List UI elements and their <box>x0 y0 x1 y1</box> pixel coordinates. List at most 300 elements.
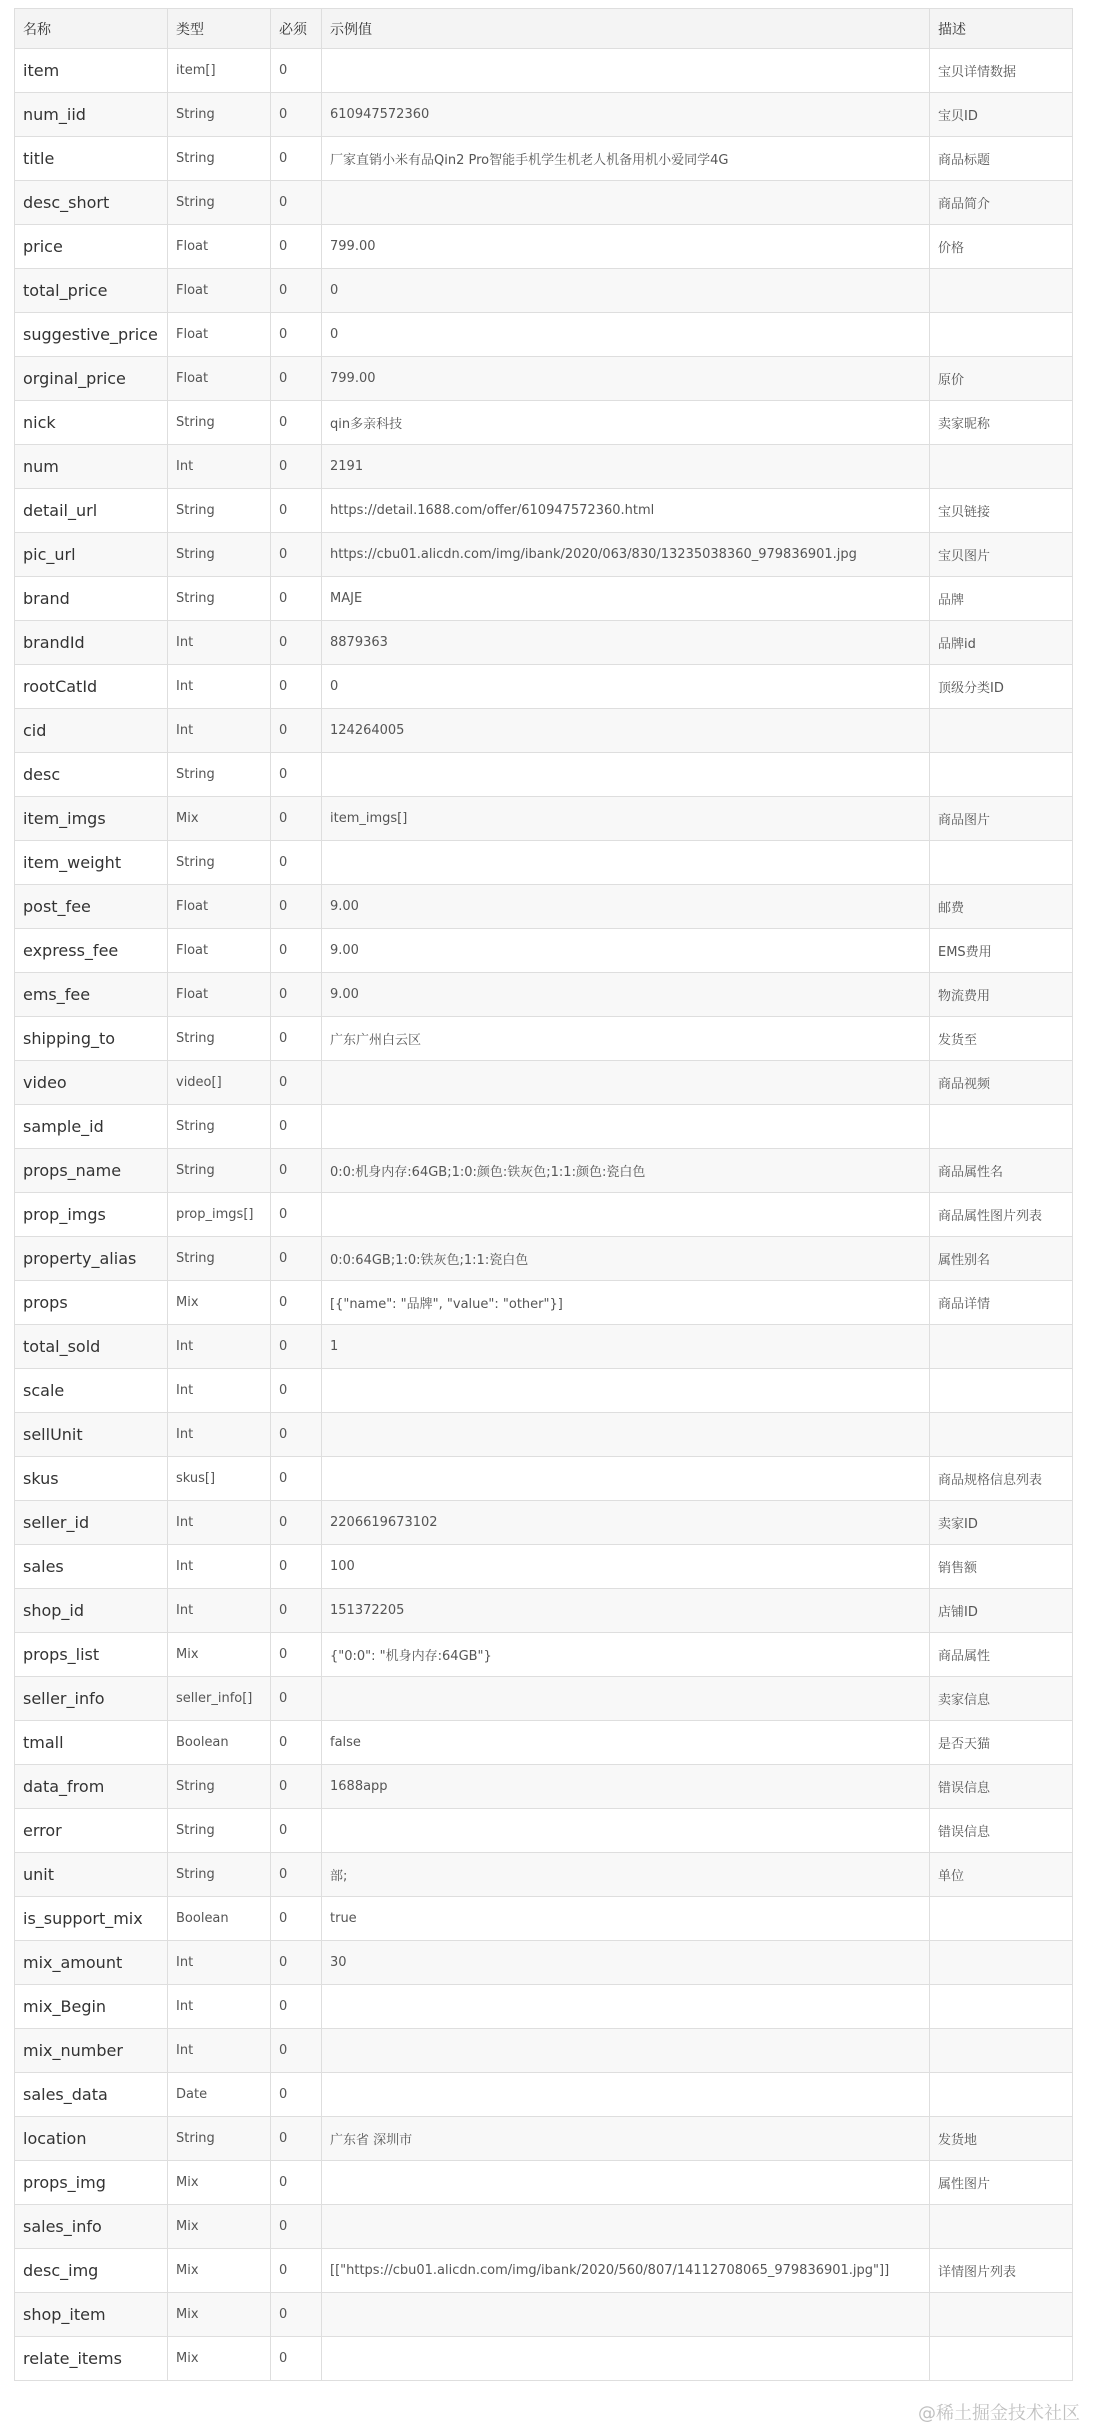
cell-type: Float <box>168 973 271 1017</box>
cell-type: String <box>168 1237 271 1281</box>
cell-required: 0 <box>271 2293 322 2337</box>
table-row <box>15 2073 1073 2117</box>
cell-type: Int <box>168 1545 271 1589</box>
cell-example: 151372205 <box>322 1589 930 1633</box>
cell-example <box>322 2337 930 2381</box>
cell-desc: 价格 <box>930 225 1073 269</box>
table-row <box>15 1413 1073 1457</box>
table-body <box>15 49 1073 2381</box>
cell-required: 0 <box>271 269 322 313</box>
cell-desc: EMS费用 <box>930 929 1073 973</box>
table-row <box>15 1985 1073 2029</box>
cell-example <box>322 1677 930 1721</box>
table-row <box>15 1633 1073 1677</box>
header-required: 必须 <box>271 9 322 49</box>
cell-type: String <box>168 137 271 181</box>
table-row <box>15 973 1073 1017</box>
cell-example: https://detail.1688.com/offer/610947572360.html <box>322 489 930 533</box>
cell-required: 0 <box>271 2337 322 2381</box>
cell-type: Boolean <box>168 1721 271 1765</box>
cell-required: 0 <box>271 709 322 753</box>
cell-required: 0 <box>271 313 322 357</box>
cell-type: Float <box>168 885 271 929</box>
cell-type: Int <box>168 2029 271 2073</box>
cell-required: 0 <box>271 137 322 181</box>
cell-required: 0 <box>271 533 322 577</box>
cell-desc: 商品属性图片列表 <box>930 1193 1073 1237</box>
table-row <box>15 2161 1073 2205</box>
cell-example: 0:0:机身内存:64GB;1:0:颜色:铁灰色;1:1:颜色:瓷白色 <box>322 1149 930 1193</box>
header-example: 示例值 <box>322 9 930 49</box>
cell-type: String <box>168 2117 271 2161</box>
cell-type: Float <box>168 225 271 269</box>
cell-desc: 销售额 <box>930 1545 1073 1589</box>
cell-required: 0 <box>271 1501 322 1545</box>
cell-required: 0 <box>271 885 322 929</box>
cell-desc <box>930 1985 1073 2029</box>
cell-desc: 商品标题 <box>930 137 1073 181</box>
cell-type: seller_info[] <box>168 1677 271 1721</box>
cell-example <box>322 753 930 797</box>
cell-name: props_name <box>15 1149 168 1193</box>
table-row <box>15 1501 1073 1545</box>
cell-example <box>322 1369 930 1413</box>
cell-type: Int <box>168 1413 271 1457</box>
table-header <box>15 9 1073 49</box>
cell-desc: 商品简介 <box>930 181 1073 225</box>
table-row <box>15 225 1073 269</box>
cell-example <box>322 1413 930 1457</box>
cell-name: mix_number <box>15 2029 168 2073</box>
cell-type: Int <box>168 445 271 489</box>
cell-desc: 商品详情 <box>930 1281 1073 1325</box>
cell-required: 0 <box>271 841 322 885</box>
cell-type: String <box>168 1149 271 1193</box>
header-name: 名称 <box>15 9 168 49</box>
cell-desc: 卖家信息 <box>930 1677 1073 1721</box>
cell-required: 0 <box>271 1853 322 1897</box>
cell-name: num_iid <box>15 93 168 137</box>
cell-desc <box>930 1369 1073 1413</box>
table-row <box>15 1237 1073 1281</box>
cell-required: 0 <box>271 1061 322 1105</box>
cell-name: rootCatId <box>15 665 168 709</box>
cell-desc: 宝贝链接 <box>930 489 1073 533</box>
cell-required: 0 <box>271 1017 322 1061</box>
cell-example <box>322 1105 930 1149</box>
cell-example <box>322 2073 930 2117</box>
cell-type: Mix <box>168 2205 271 2249</box>
cell-required: 0 <box>271 1105 322 1149</box>
cell-type: Int <box>168 1501 271 1545</box>
cell-desc: 属性别名 <box>930 1237 1073 1281</box>
cell-name: sales_data <box>15 2073 168 2117</box>
cell-desc: 商品属性 <box>930 1633 1073 1677</box>
cell-desc <box>930 1413 1073 1457</box>
cell-required: 0 <box>271 2161 322 2205</box>
cell-example: 0 <box>322 665 930 709</box>
table-row <box>15 1017 1073 1061</box>
cell-required: 0 <box>271 577 322 621</box>
cell-example <box>322 2029 930 2073</box>
cell-example: 610947572360 <box>322 93 930 137</box>
table-row <box>15 533 1073 577</box>
table-row <box>15 1809 1073 1853</box>
cell-required: 0 <box>271 2117 322 2161</box>
cell-name: num <box>15 445 168 489</box>
cell-name: desc_short <box>15 181 168 225</box>
cell-example: 厂家直销小米有品Qin2 Pro智能手机学生机老人机备用机小爱同学4G <box>322 137 930 181</box>
table-row <box>15 929 1073 973</box>
cell-type: Float <box>168 929 271 973</box>
cell-type: String <box>168 93 271 137</box>
table-row <box>15 2117 1073 2161</box>
cell-desc <box>930 313 1073 357</box>
cell-required: 0 <box>271 1369 322 1413</box>
cell-required: 0 <box>271 973 322 1017</box>
cell-type: String <box>168 1105 271 1149</box>
cell-example: [{"name": "品牌", "value": "other"}] <box>322 1281 930 1325</box>
cell-name: seller_id <box>15 1501 168 1545</box>
cell-desc: 单位 <box>930 1853 1073 1897</box>
cell-example <box>322 1457 930 1501</box>
table-row <box>15 269 1073 313</box>
cell-name: suggestive_price <box>15 313 168 357</box>
cell-name: desc_img <box>15 2249 168 2293</box>
cell-name: props_img <box>15 2161 168 2205</box>
cell-desc: 卖家昵称 <box>930 401 1073 445</box>
cell-required: 0 <box>271 445 322 489</box>
cell-example: MAJE <box>322 577 930 621</box>
cell-name: ems_fee <box>15 973 168 1017</box>
cell-type: String <box>168 1765 271 1809</box>
cell-type: Mix <box>168 2293 271 2337</box>
cell-desc: 错误信息 <box>930 1765 1073 1809</box>
cell-type: Float <box>168 357 271 401</box>
cell-type: Mix <box>168 797 271 841</box>
params-table <box>14 8 1073 2381</box>
cell-name: relate_items <box>15 2337 168 2381</box>
cell-example <box>322 2161 930 2205</box>
cell-type: Int <box>168 1985 271 2029</box>
cell-required: 0 <box>271 49 322 93</box>
cell-name: detail_url <box>15 489 168 533</box>
table-row <box>15 1457 1073 1501</box>
cell-required: 0 <box>271 1281 322 1325</box>
cell-type: Int <box>168 1589 271 1633</box>
table-row <box>15 2029 1073 2073</box>
cell-type: String <box>168 1017 271 1061</box>
cell-name: mix_Begin <box>15 1985 168 2029</box>
cell-name: item_imgs <box>15 797 168 841</box>
cell-name: error <box>15 1809 168 1853</box>
cell-type: Mix <box>168 2337 271 2381</box>
cell-desc <box>930 1897 1073 1941</box>
cell-name: sample_id <box>15 1105 168 1149</box>
cell-desc <box>930 1105 1073 1149</box>
cell-desc: 商品视频 <box>930 1061 1073 1105</box>
cell-example <box>322 1193 930 1237</box>
table-row <box>15 621 1073 665</box>
cell-type: Float <box>168 313 271 357</box>
cell-name: seller_info <box>15 1677 168 1721</box>
cell-desc <box>930 1941 1073 1985</box>
cell-example: 部; <box>322 1853 930 1897</box>
cell-name: brandId <box>15 621 168 665</box>
cell-required: 0 <box>271 1765 322 1809</box>
cell-example: {"0:0": "机身内存:64GB"} <box>322 1633 930 1677</box>
cell-desc: 原价 <box>930 357 1073 401</box>
cell-desc <box>930 1325 1073 1369</box>
cell-required: 0 <box>271 1721 322 1765</box>
cell-required: 0 <box>271 1413 322 1457</box>
cell-desc <box>930 2073 1073 2117</box>
cell-type: Int <box>168 1325 271 1369</box>
table-row <box>15 2205 1073 2249</box>
table-row <box>15 1897 1073 1941</box>
table-row <box>15 489 1073 533</box>
cell-type: Int <box>168 1941 271 1985</box>
table-row <box>15 137 1073 181</box>
cell-desc <box>930 2337 1073 2381</box>
cell-type: String <box>168 533 271 577</box>
cell-name: sales <box>15 1545 168 1589</box>
cell-name: nick <box>15 401 168 445</box>
cell-required: 0 <box>271 489 322 533</box>
cell-type: Int <box>168 665 271 709</box>
table-row <box>15 1589 1073 1633</box>
table-row <box>15 1677 1073 1721</box>
table-row <box>15 2337 1073 2381</box>
cell-desc <box>930 2029 1073 2073</box>
cell-desc: 卖家ID <box>930 1501 1073 1545</box>
cell-desc: 邮费 <box>930 885 1073 929</box>
cell-example: 0 <box>322 269 930 313</box>
cell-required: 0 <box>271 1237 322 1281</box>
cell-desc: 顶级分类ID <box>930 665 1073 709</box>
cell-name: post_fee <box>15 885 168 929</box>
cell-name: total_price <box>15 269 168 313</box>
cell-type: String <box>168 577 271 621</box>
cell-desc: 宝贝图片 <box>930 533 1073 577</box>
cell-required: 0 <box>271 1941 322 1985</box>
cell-desc <box>930 2293 1073 2337</box>
cell-type: String <box>168 753 271 797</box>
cell-name: shop_item <box>15 2293 168 2337</box>
cell-name: is_support_mix <box>15 1897 168 1941</box>
cell-desc: 商品图片 <box>930 797 1073 841</box>
cell-example <box>322 1061 930 1105</box>
header-desc: 描述 <box>930 9 1073 49</box>
cell-desc: 宝贝详情数据 <box>930 49 1073 93</box>
table-row <box>15 1721 1073 1765</box>
cell-name: skus <box>15 1457 168 1501</box>
cell-required: 0 <box>271 929 322 973</box>
table-row <box>15 1853 1073 1897</box>
cell-example: 1 <box>322 1325 930 1369</box>
table-row <box>15 1149 1073 1193</box>
table-row <box>15 1765 1073 1809</box>
table-row <box>15 401 1073 445</box>
cell-type: String <box>168 841 271 885</box>
cell-type: String <box>168 1853 271 1897</box>
cell-required: 0 <box>271 2249 322 2293</box>
cell-name: pic_url <box>15 533 168 577</box>
cell-desc: 店铺ID <box>930 1589 1073 1633</box>
cell-name: property_alias <box>15 1237 168 1281</box>
cell-example <box>322 49 930 93</box>
cell-desc: 品牌id <box>930 621 1073 665</box>
cell-desc: 发货地 <box>930 2117 1073 2161</box>
cell-desc: 是否天猫 <box>930 1721 1073 1765</box>
cell-example <box>322 1809 930 1853</box>
table-row <box>15 1193 1073 1237</box>
cell-example: 799.00 <box>322 357 930 401</box>
cell-name: sales_info <box>15 2205 168 2249</box>
cell-name: shipping_to <box>15 1017 168 1061</box>
cell-example: 广东省 深圳市 <box>322 2117 930 2161</box>
cell-name: location <box>15 2117 168 2161</box>
cell-example: 9.00 <box>322 885 930 929</box>
cell-type: String <box>168 489 271 533</box>
cell-required: 0 <box>271 1149 322 1193</box>
watermark: @稀土掘金技术社区 <box>918 2403 1080 2424</box>
cell-desc: 属性图片 <box>930 2161 1073 2205</box>
cell-required: 0 <box>271 1457 322 1501</box>
cell-example: [["https://cbu01.alicdn.com/img/ibank/2020/560/807/14112708065_979836901.jpg"]] <box>322 2249 930 2293</box>
cell-name: price <box>15 225 168 269</box>
cell-example: 124264005 <box>322 709 930 753</box>
cell-required: 0 <box>271 1589 322 1633</box>
cell-type: String <box>168 181 271 225</box>
cell-example: 2206619673102 <box>322 1501 930 1545</box>
cell-type: Int <box>168 621 271 665</box>
cell-example <box>322 2293 930 2337</box>
cell-name: desc <box>15 753 168 797</box>
table-row <box>15 1281 1073 1325</box>
cell-example: 广东广州白云区 <box>322 1017 930 1061</box>
table-row <box>15 93 1073 137</box>
cell-desc: 发货至 <box>930 1017 1073 1061</box>
cell-name: title <box>15 137 168 181</box>
cell-name: scale <box>15 1369 168 1413</box>
cell-example: true <box>322 1897 930 1941</box>
cell-required: 0 <box>271 2029 322 2073</box>
cell-required: 0 <box>271 1325 322 1369</box>
table-row <box>15 753 1073 797</box>
table-row <box>15 49 1073 93</box>
cell-example: https://cbu01.alicdn.com/img/ibank/2020/063/830/13235038360_979836901.jpg <box>322 533 930 577</box>
header-row <box>15 9 1073 49</box>
table-row <box>15 577 1073 621</box>
table-row <box>15 797 1073 841</box>
cell-type: String <box>168 401 271 445</box>
cell-required: 0 <box>271 1545 322 1589</box>
cell-example: 799.00 <box>322 225 930 269</box>
cell-required: 0 <box>271 225 322 269</box>
table-row <box>15 357 1073 401</box>
cell-example: 100 <box>322 1545 930 1589</box>
cell-type: Date <box>168 2073 271 2117</box>
cell-name: tmall <box>15 1721 168 1765</box>
cell-example: 30 <box>322 1941 930 1985</box>
table-row <box>15 709 1073 753</box>
cell-name: prop_imgs <box>15 1193 168 1237</box>
cell-name: brand <box>15 577 168 621</box>
cell-desc: 物流费用 <box>930 973 1073 1017</box>
table-row <box>15 1941 1073 1985</box>
cell-desc <box>930 709 1073 753</box>
cell-type: Mix <box>168 2161 271 2205</box>
cell-name: sellUnit <box>15 1413 168 1457</box>
cell-required: 0 <box>271 1897 322 1941</box>
cell-required: 0 <box>271 181 322 225</box>
cell-type: Int <box>168 1369 271 1413</box>
cell-type: Int <box>168 709 271 753</box>
cell-desc: 错误信息 <box>930 1809 1073 1853</box>
cell-type: Mix <box>168 2249 271 2293</box>
table-row <box>15 841 1073 885</box>
cell-name: mix_amount <box>15 1941 168 1985</box>
cell-name: item <box>15 49 168 93</box>
cell-required: 0 <box>271 1809 322 1853</box>
cell-type: Float <box>168 269 271 313</box>
cell-desc <box>930 753 1073 797</box>
cell-example: qin多亲科技 <box>322 401 930 445</box>
table-row <box>15 1369 1073 1413</box>
cell-required: 0 <box>271 1193 322 1237</box>
cell-type: Mix <box>168 1633 271 1677</box>
table-row <box>15 885 1073 929</box>
cell-example: 0:0:64GB;1:0:铁灰色;1:1:瓷白色 <box>322 1237 930 1281</box>
cell-desc: 商品属性名 <box>930 1149 1073 1193</box>
cell-required: 0 <box>271 2205 322 2249</box>
cell-example: false <box>322 1721 930 1765</box>
cell-required: 0 <box>271 93 322 137</box>
cell-name: shop_id <box>15 1589 168 1633</box>
cell-required: 0 <box>271 357 322 401</box>
table-row <box>15 2293 1073 2337</box>
cell-desc: 商品规格信息列表 <box>930 1457 1073 1501</box>
cell-name: item_weight <box>15 841 168 885</box>
cell-required: 0 <box>271 1677 322 1721</box>
cell-example: 1688app <box>322 1765 930 1809</box>
cell-name: express_fee <box>15 929 168 973</box>
cell-required: 0 <box>271 401 322 445</box>
cell-desc <box>930 841 1073 885</box>
cell-type: video[] <box>168 1061 271 1105</box>
cell-required: 0 <box>271 753 322 797</box>
cell-name: props <box>15 1281 168 1325</box>
cell-example: 2191 <box>322 445 930 489</box>
cell-desc: 品牌 <box>930 577 1073 621</box>
table-row <box>15 2249 1073 2293</box>
cell-required: 0 <box>271 1985 322 2029</box>
cell-desc: 详情图片列表 <box>930 2249 1073 2293</box>
table-row <box>15 181 1073 225</box>
cell-type: item[] <box>168 49 271 93</box>
cell-example: 0 <box>322 313 930 357</box>
cell-required: 0 <box>271 1633 322 1677</box>
table-row <box>15 665 1073 709</box>
cell-name: props_list <box>15 1633 168 1677</box>
cell-type: String <box>168 1809 271 1853</box>
cell-name: total_sold <box>15 1325 168 1369</box>
table-row <box>15 445 1073 489</box>
cell-desc <box>930 445 1073 489</box>
cell-required: 0 <box>271 797 322 841</box>
cell-name: data_from <box>15 1765 168 1809</box>
